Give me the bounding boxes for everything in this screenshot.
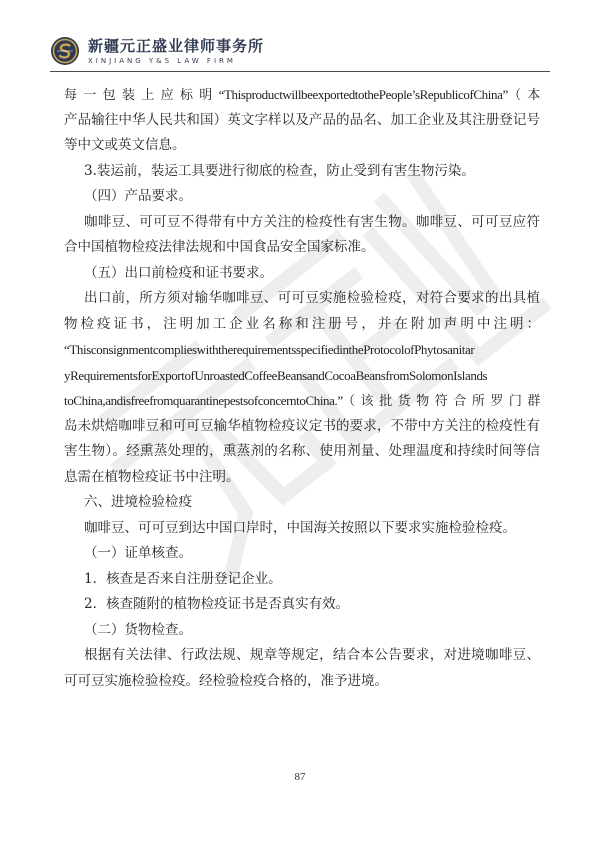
paragraph-line: 出口前，所方须对输华咖啡豆、可可豆实施检验检疫，对符合要求的出具植	[84, 290, 540, 306]
paragraph-line: 物检疫证书，注明加工企业名称和注册号，并在附加声明中注明：	[64, 315, 540, 332]
paragraph-line: 咖啡豆、可可豆不得带有中方关注的检疫性有害生物。咖啡豆、可可豆应符	[84, 213, 540, 230]
header-divider	[50, 71, 550, 72]
paragraph-line: “ThisconsignmentcomplieswiththerequirementsspecifiedintheProtocolofPhytosanitar	[64, 342, 475, 357]
paragraph-line: 岛未烘焙咖啡豆和可可豆输华植物检疫议定书的要求，不带中方关注的检疫性有	[64, 417, 540, 434]
firm-logo-icon	[50, 36, 80, 66]
paragraph-line: 每一包装上应标明“ThisproductwillbeexportedtothePeople’sRepublicofChina”（本	[64, 87, 540, 102]
document-body	[64, 82, 540, 694]
paragraph-line: 1．核查是否来自注册登记企业。	[84, 570, 282, 587]
paragraph-line: 合中国植物检疫法律法规和中国食品安全国家标准。	[64, 239, 375, 255]
letterhead	[50, 33, 264, 69]
section-heading: （五）出口前检疫和证书要求。	[84, 264, 273, 281]
page-number: 87	[294, 771, 306, 783]
section-heading: （二）货物检查。	[84, 621, 192, 638]
paragraph-line: 可可豆实施检验检疫。经检验检疫合格的，准予进境。	[64, 672, 388, 689]
paragraph-line: 根据有关法律、行政法规、规章等规定，结合本公告要求，对进境咖啡豆、	[84, 647, 540, 663]
paragraph-line: toChina,andisfreefromquarantinepestsofconcerntoChina.”（该批货物符合所罗门群	[64, 393, 540, 408]
paragraph-line: 咖啡豆、可可豆到达中国口岸时，中国海关按照以下要求实施检验检疫。	[84, 519, 516, 536]
paragraph-line: 产品输往中华人民共和国）英文字样以及产品的品名、加工企业及其注册登记号	[64, 111, 540, 128]
paragraph-line: 2．核查随附的植物检疫证书是否真实有效。	[84, 596, 350, 612]
section-heading: 六、进境检验检疫	[84, 494, 192, 510]
paragraph-line: 等中文或英文信息。	[64, 137, 186, 153]
paragraph-line: 3.装运前，装运工具要进行彻底的检查，防止受到有害生物污染。	[84, 162, 475, 179]
paragraph-line: 害生物）。经熏蒸处理的，熏蒸剂的名称、使用剂量、处理温度和持续时间等信	[64, 443, 540, 459]
section-heading: （四）产品要求。	[84, 188, 192, 204]
firm-name	[88, 37, 264, 66]
firm-name-cn: 新疆元正盛业律师事务所	[88, 36, 265, 55]
firm-name-en: XINJIANG Y&S LAW FIRM	[88, 56, 236, 65]
paragraph-line: yRequirementsforExportofUnroastedCoffeeBeansandCocoaBeansfromSolomonIslands	[64, 367, 488, 383]
section-heading: （一）证单核查。	[84, 545, 192, 561]
paragraph-line: 息需在植物检疫证书中注明。	[64, 468, 240, 485]
